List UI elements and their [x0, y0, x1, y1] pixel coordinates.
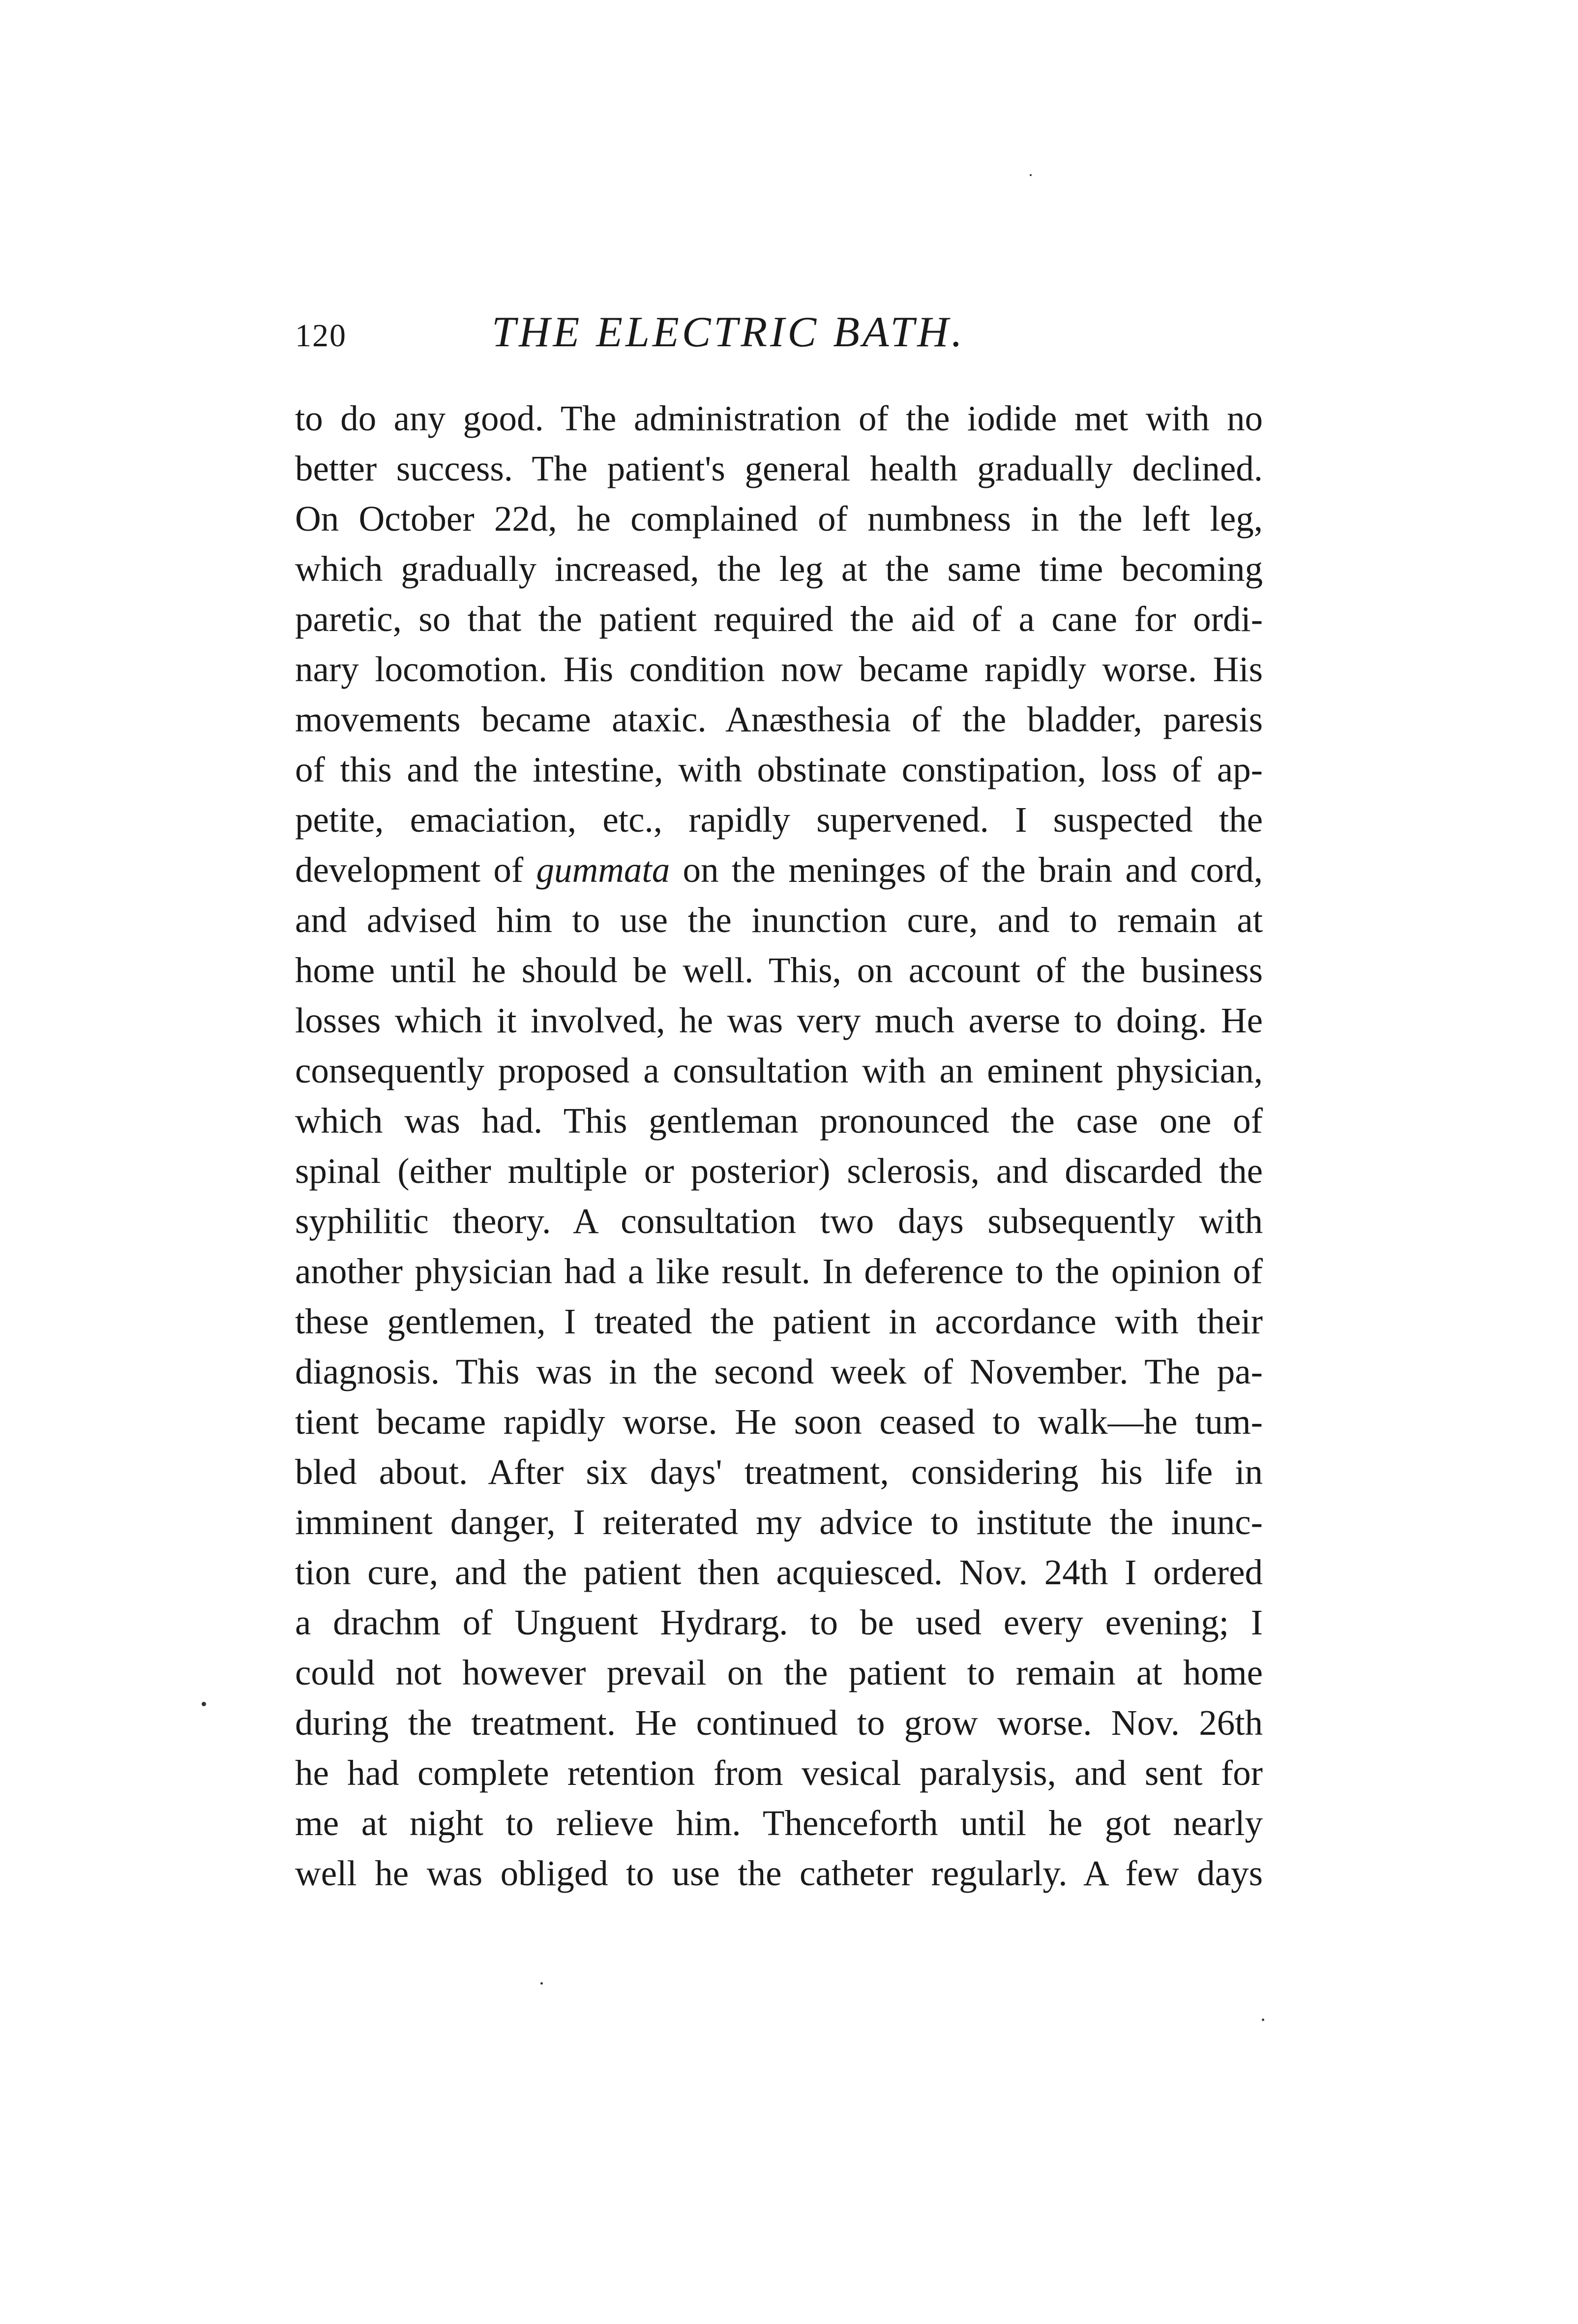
page-number: 120 — [295, 318, 347, 354]
text-segment: on the meninges of the brain and cord, — [670, 850, 1263, 890]
text-line — [295, 1848, 1263, 1899]
text-segment: to do any good. The administration of the iodide met with no — [295, 398, 1263, 438]
text-line — [295, 1046, 1263, 1096]
text-segment: paretic, so that the patient required the aid of a cane for ordi- — [295, 599, 1263, 639]
text-segment: petite, emaciation, etc., rapidly supervened. I suspected the — [295, 800, 1263, 840]
text-segment: bled about. After six days' treatment, considering his life in — [295, 1452, 1263, 1492]
text-segment: these gentlemen, I treated the patient in accordance with their — [295, 1301, 1263, 1341]
text-line — [295, 544, 1263, 594]
text-line — [295, 1798, 1263, 1848]
page-header — [295, 307, 1269, 362]
text-segment: and advised him to use the inunction cure, and to remain at — [295, 900, 1263, 940]
text-segment: another physician had a like result. In deference to the opinion of — [295, 1251, 1263, 1291]
text-segment: consequently proposed a consultation with an eminent physician, — [295, 1051, 1263, 1090]
body-text — [295, 393, 1263, 1899]
text-segment: of this and the intestine, with obstinate constipation, loss of ap- — [295, 750, 1263, 789]
print-speck — [1030, 174, 1032, 176]
text-line — [295, 694, 1263, 745]
text-line — [295, 594, 1263, 644]
text-segment: could not however prevail on the patient to remain at home — [295, 1653, 1263, 1692]
text-line — [295, 393, 1263, 444]
text-segment: during the treatment. He continued to grow worse. Nov. 26th — [295, 1703, 1263, 1743]
text-line — [295, 1397, 1263, 1447]
text-segment: tion cure, and the patient then acquiesced. Nov. 24th I ordered — [295, 1552, 1263, 1592]
text-segment: better success. The patient's general health gradually declined. — [295, 449, 1263, 488]
text-segment: tient became rapidly worse. He soon ceased to walk—he tum- — [295, 1402, 1263, 1442]
text-line — [295, 1096, 1263, 1146]
text-segment: which was had. This gentleman pronounced the case one of — [295, 1101, 1263, 1141]
text-segment: he had complete retention from vesical paralysis, and sent for — [295, 1753, 1263, 1793]
text-segment: imminent danger, I reiterated my advice to institute the inunc- — [295, 1502, 1263, 1542]
italic-term: gummata — [536, 850, 670, 890]
text-line — [295, 1146, 1263, 1196]
text-segment: diagnosis. This was in the second week of November. The pa- — [295, 1352, 1263, 1391]
print-speck — [540, 1982, 543, 1985]
text-segment: movements became ataxic. Anæsthesia of the bladder, paresis — [295, 699, 1263, 739]
text-segment: On October 22d, he complained of numbness in the left leg, — [295, 499, 1263, 539]
text-line — [295, 1698, 1263, 1748]
text-segment: development of — [295, 850, 536, 890]
text-line — [295, 494, 1263, 544]
text-line — [295, 1547, 1263, 1598]
text-line — [295, 1246, 1263, 1297]
text-segment: me at night to relieve him. Thenceforth until he got nearly — [295, 1803, 1263, 1843]
text-line — [295, 1447, 1263, 1497]
text-segment: home until he should be well. This, on account of the business — [295, 950, 1263, 990]
text-line — [295, 1598, 1263, 1648]
print-speck — [202, 1702, 206, 1706]
text-line — [295, 945, 1263, 996]
text-segment: well he was obliged to use the catheter regularly. A few days — [295, 1853, 1263, 1893]
text-line — [295, 644, 1263, 694]
text-line — [295, 1497, 1263, 1547]
print-speck — [1262, 2019, 1264, 2021]
text-line — [295, 1748, 1263, 1798]
running-title: THE ELECTRIC BATH. — [492, 308, 965, 356]
text-segment: which gradually increased, the leg at the same time becoming — [295, 549, 1263, 589]
text-segment: spinal (either multiple or posterior) sclerosis, and discarded the — [295, 1151, 1263, 1191]
text-segment: nary locomotion. His condition now became rapidly worse. His — [295, 649, 1263, 689]
text-line — [295, 444, 1263, 494]
text-line — [295, 745, 1263, 795]
text-line — [295, 1648, 1263, 1698]
text-segment: losses which it involved, he was very much averse to doing. He — [295, 1000, 1263, 1040]
text-line — [295, 1347, 1263, 1397]
text-line — [295, 1297, 1263, 1347]
text-line — [295, 1196, 1263, 1246]
text-line — [295, 996, 1263, 1046]
text-line — [295, 795, 1263, 845]
text-line — [295, 845, 1263, 895]
text-line — [295, 895, 1263, 945]
text-segment: syphilitic theory. A consultation two days subsequently with — [295, 1201, 1263, 1241]
text-segment: a drachm of Unguent Hydrarg. to be used every evening; I — [295, 1602, 1263, 1642]
